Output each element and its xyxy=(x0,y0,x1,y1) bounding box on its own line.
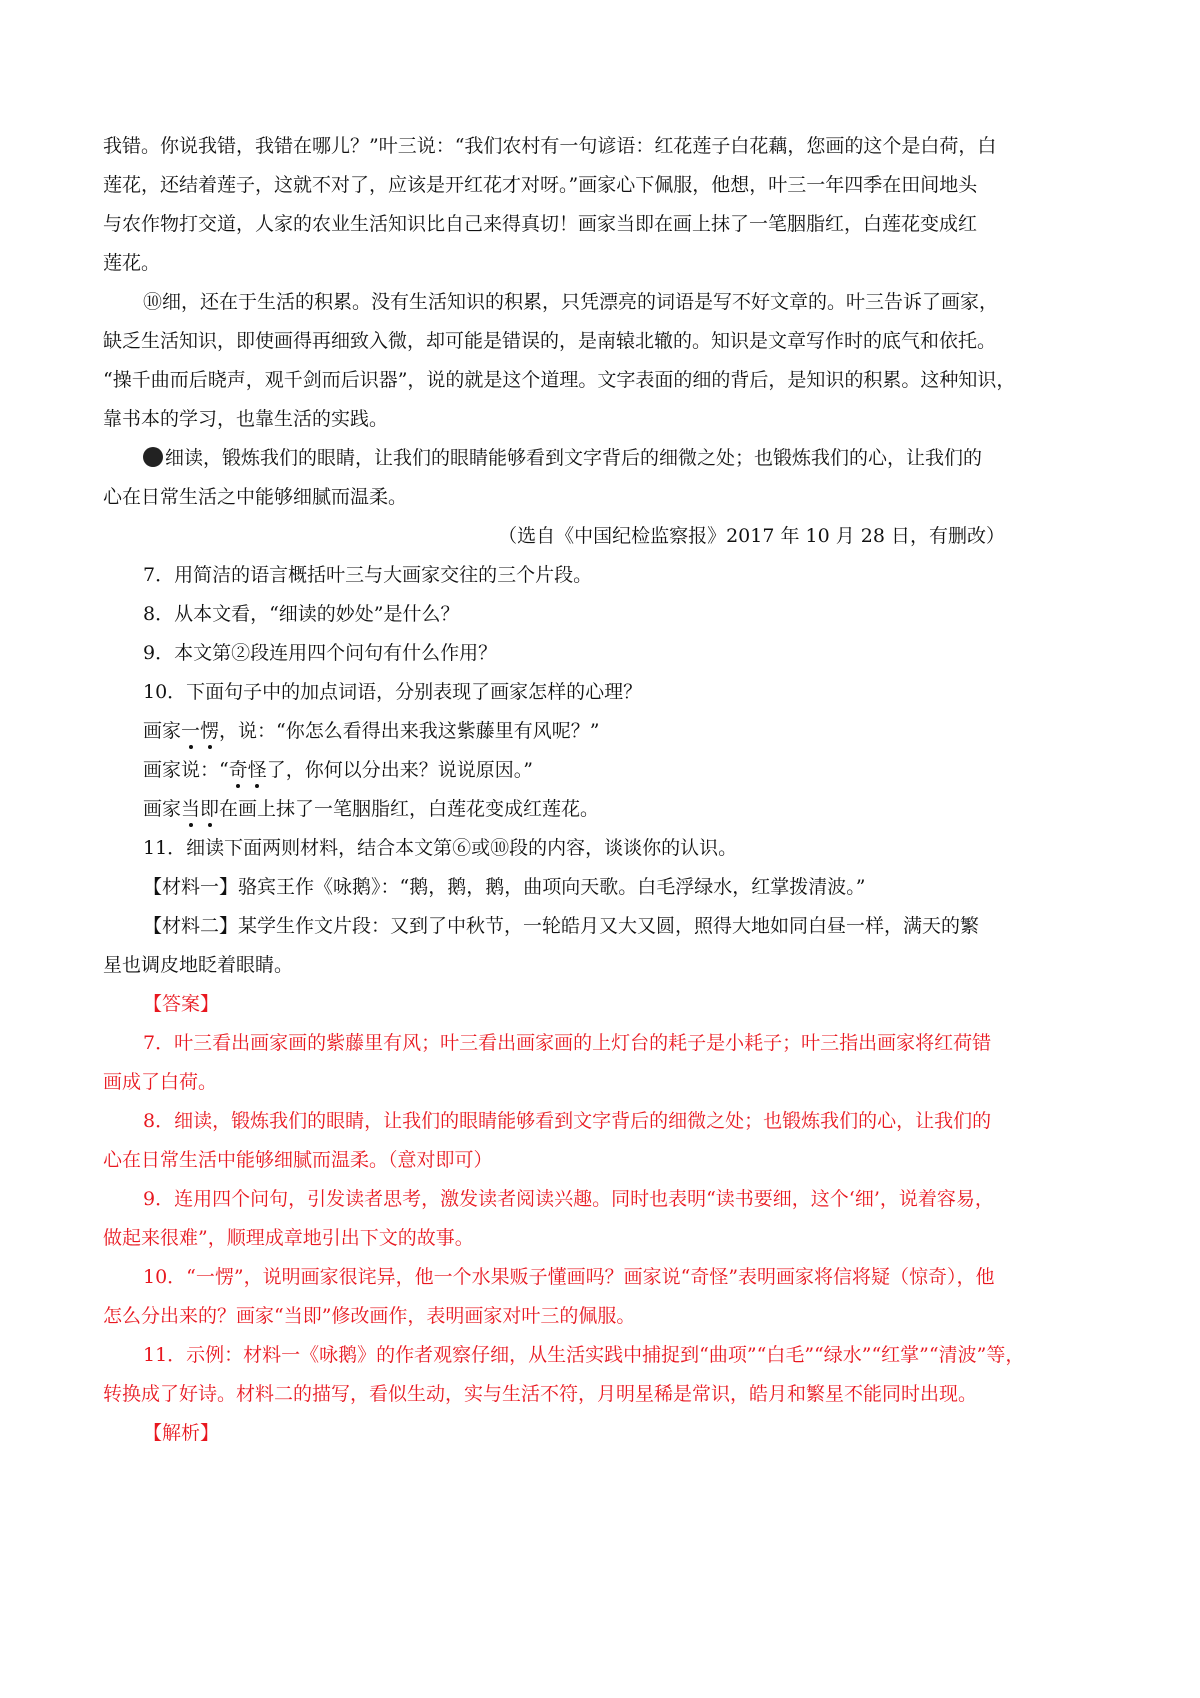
answer-8: 8．细读，锻炼我们的眼睛，让我们的眼睛能够看到文字背后的细微之处；也锻炼我们的心，让我们的 xyxy=(143,1110,992,1132)
passage-line: 靠书本的学习，也靠生活的实践。 xyxy=(103,408,389,430)
emphasized-word: 一 xyxy=(181,720,201,742)
analysis-heading: 【解析】 xyxy=(143,1422,220,1444)
question-8: 8．从本文看，“细读的妙处”是什么？ xyxy=(143,603,460,625)
answer-10: 10．“一愣”，说明画家很诧异，他一个水果贩子懂画吗？画家说“奇怪”表明画家将信将疑（惊奇），他 xyxy=(143,1266,995,1288)
passage-line: 缺乏生活知识，即使画得再细致入微，却可能是错误的，是南辕北辙的。知识是文章写作时的底气和依托。 xyxy=(103,330,997,352)
answer-7: 7．叶三看出画家画的紫藤里有风；叶三看出画家画的上灯台的耗子是小耗子；叶三指出画家将红荷错 xyxy=(143,1032,992,1054)
passage-text: 细读，锻炼我们的眼睛，让我们的眼睛能够看到文字背后的细微之处；也锻炼我们的心，让我们的 xyxy=(165,447,983,469)
emphasized-word: 怪 xyxy=(247,759,267,781)
passage-line: ⑩细，还在于生活的积累。没有生活知识的积累，只凭漂亮的词语是写不好文章的。叶三告诉了画家， xyxy=(143,291,999,313)
material-one: 【材料一】骆宾王作《咏鹅》：“鹅，鹅，鹅，曲项向天歌。白毛浮绿水，红掌拨清波。” xyxy=(143,876,866,898)
passage-line: 心在日常生活之中能够细腻而温柔。 xyxy=(103,486,408,508)
passage-line: “操千曲而后晓声，观千剑而后识器”，说的就是这个道理。文字表面的细的背后，是知识的积累。这种知识， xyxy=(103,369,1016,391)
answer-11: 转换成了好诗。材料二的描写，看似生动，实与生活不符，月明星稀是常识，皓月和繁星不能同时出现。 xyxy=(103,1383,978,1405)
passage-line: 与农作物打交道，人家的农业生活知识比自己来得真切！画家当即在画上抹了一笔胭脂红，白莲花变成红 xyxy=(103,213,978,235)
paragraph-number-mark xyxy=(143,447,163,467)
question-7: 7．用简洁的语言概括叶三与大画家交往的三个片段。 xyxy=(143,564,593,586)
emphasized-word: 即 xyxy=(200,798,220,820)
answer-heading: 【答案】 xyxy=(143,993,220,1015)
question-10-sentence: 画家说：“奇怪了，你何以分出来？说说原因。” xyxy=(143,759,533,781)
question-10-sentence: 画家一愣，说：“你怎么看得出来我这紫藤里有风呢？” xyxy=(143,720,600,742)
answer-10: 怎么分出来的？画家“当即”修改画作，表明画家对叶三的佩服。 xyxy=(103,1305,636,1327)
material-two: 【材料二】某学生作文片段：又到了中秋节，一轮皓月又大又圆，照得大地如同白昼一样，满天的繁 xyxy=(143,915,980,937)
emphasized-word: 愣 xyxy=(200,720,220,742)
question-9: 9．本文第②段连用四个问句有什么作用？ xyxy=(143,642,498,664)
material-two: 星也调皮地眨着眼睛。 xyxy=(103,954,294,976)
question-10: 10．下面句子中的加点词语，分别表现了画家怎样的心理？ xyxy=(143,681,643,703)
answer-9: 9．连用四个问句，引发读者思考，激发读者阅读兴趣。同时也表明“读书要细，这个‘细’，说着容易， xyxy=(143,1188,994,1210)
answer-11: 11．示例：材料一《咏鹅》的作者观察仔细，从生活实践中捕捉到“曲项”“白毛”“绿水”“红掌”“清波”等， xyxy=(143,1344,1025,1366)
answer-9: 做起来很难”，顺理成章地引出下文的故事。 xyxy=(103,1227,474,1249)
answer-7: 画成了白荷。 xyxy=(103,1071,218,1093)
source-citation: （选自《中国纪检监察报》2017 年 10 月 28 日，有删改） xyxy=(498,525,1005,547)
passage-line: 我错。你说我错，我错在哪儿？”叶三说：“我们农村有一句谚语：红花莲子白花藕，您画的这个是白荷，白 xyxy=(103,135,997,157)
question-11: 11．细读下面两则材料，结合本文第⑥或⑩段的内容，谈谈你的认识。 xyxy=(143,837,738,859)
passage-line: 莲花。 xyxy=(103,252,161,274)
passage-line xyxy=(0,445,1200,471)
emphasized-word: 当 xyxy=(181,798,201,820)
passage-line: 莲花，还结着莲子，这就不对了，应该是开红花才对呀。”画家心下佩服，他想，叶三一年四季在田间地头 xyxy=(103,174,978,196)
question-10-sentence: 画家当即在画上抹了一笔胭脂红，白莲花变成红莲花。 xyxy=(143,798,600,820)
answer-8: 心在日常生活中能够细腻而温柔。（意对即可） xyxy=(103,1149,493,1171)
emphasized-word: 奇 xyxy=(228,759,248,781)
